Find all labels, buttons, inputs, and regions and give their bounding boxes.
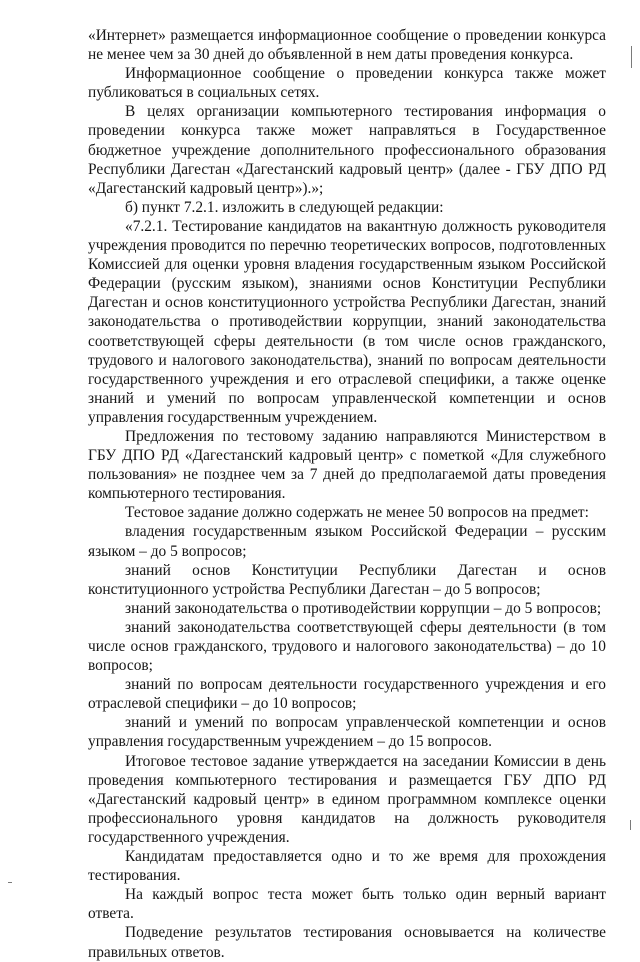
- paragraph-item-b: б) пункт 7.2.1. изложить в следующей редакции:: [125, 198, 444, 216]
- list-item-institution-activity: знаний по вопросам деятельности государственного учреждения и его отраслевой специфики – до 10 вопросов;: [88, 676, 606, 713]
- list-item-management-competence: знаний и умений по вопросам управленческой компетенции и основ управления государственным учреждением – до 15 вопросов.: [88, 714, 606, 751]
- list-item-sector-legislation: знаний законодательства соответствующей сферы деятельности (в том числе основ гражданского, трудового и налогового законодательства) – до 10 вопросов;: [88, 618, 606, 675]
- document-body: [88, 26, 606, 962]
- paragraph-equal-time: Кандидатам предоставляется одно и то же время для прохождения тестирования.: [88, 848, 606, 885]
- scan-artifact-left: [8, 882, 12, 883]
- list-item-constitution: знаний основ Конституции Республики Дагестан и основ конституционного устройства Республики Дагестан – до 5 вопросов;: [88, 561, 606, 598]
- paragraph-test-content: Тестовое задание должно содержать не менее 50 вопросов на предмет:: [125, 504, 589, 522]
- paragraph-test-proposals: Предложения по тестовому заданию направляются Министерством в ГБУ ДПО РД «Дагестанский кадровый центр» с пометкой «Для служебного пользования» не позднее чем за 7 дней до предполагаемой даты проведения компьютерного тестирования.: [88, 427, 606, 503]
- paragraph-testing-information: В целях организации компьютерного тестирования информация о проведении конкурса также может направляться в Государственное бюджетное учреждение дополнительного профессионального образования Республики Дагестан «Дагестанский кадровый центр» (далее - ГБУ ДПО РД «Дагестанский кадровый центр»).»;: [88, 103, 606, 197]
- scan-artifact-right: [630, 820, 631, 830]
- list-item-anti-corruption: знаний законодательства о противодействии коррупции – до 5 вопросов;: [125, 599, 602, 617]
- paragraph-results: Подведение результатов тестирования основывается на количестве правильных ответов.: [88, 924, 606, 961]
- paragraph-final-test: Итоговое тестовое задание утверждается на заседании Комиссии в день проведения компьютерного тестирования и размещается ГБУ ДПО РД «Дагестанский кадровый центр» в едином программном комплексе оценки профессионального уровня кандидатов на должность руководителя государственного учреждения.: [88, 752, 606, 846]
- paragraph-single-answer: На каждый вопрос теста может быть только один верный вариант ответа.: [88, 886, 606, 923]
- paragraph-internet-notice: «Интернет» размещается информационное сообщение о проведении конкурса не менее чем за 30 дней до объявленной в нем даты проведения конкурса.: [88, 27, 606, 64]
- paragraph-7-2-1: «7.2.1. Тестирование кандидатов на вакантную должность руководителя учреждения проводится по перечню теоретических вопросов, подготовленных Комиссией для оценки уровня владения государственным языком Российской Федерации (русским языком), знаниями основ Конституции Республики Дагестан и основ конституционного устройства Республики Дагестан, знаний законодательства о противодействии коррупции, знаний законодательства соответствующей сферы деятельности (в том числе основ гражданского, трудового и налогового законодательства), знаний по вопросам деятельности государственного учреждения и его отраслевой специфики, а также оценке знаний и умений по вопросам управленческой компетенции и основ управления государственным учреждением.: [88, 217, 606, 426]
- list-item-state-language: владения государственным языком Российской Федерации – русским языком – до 5 вопросов;: [88, 523, 606, 560]
- paragraph-social-networks: Информационное сообщение о проведении конкурса также может публиковаться в социальных сетях.: [88, 65, 606, 102]
- scan-artifact-top: [631, 46, 632, 68]
